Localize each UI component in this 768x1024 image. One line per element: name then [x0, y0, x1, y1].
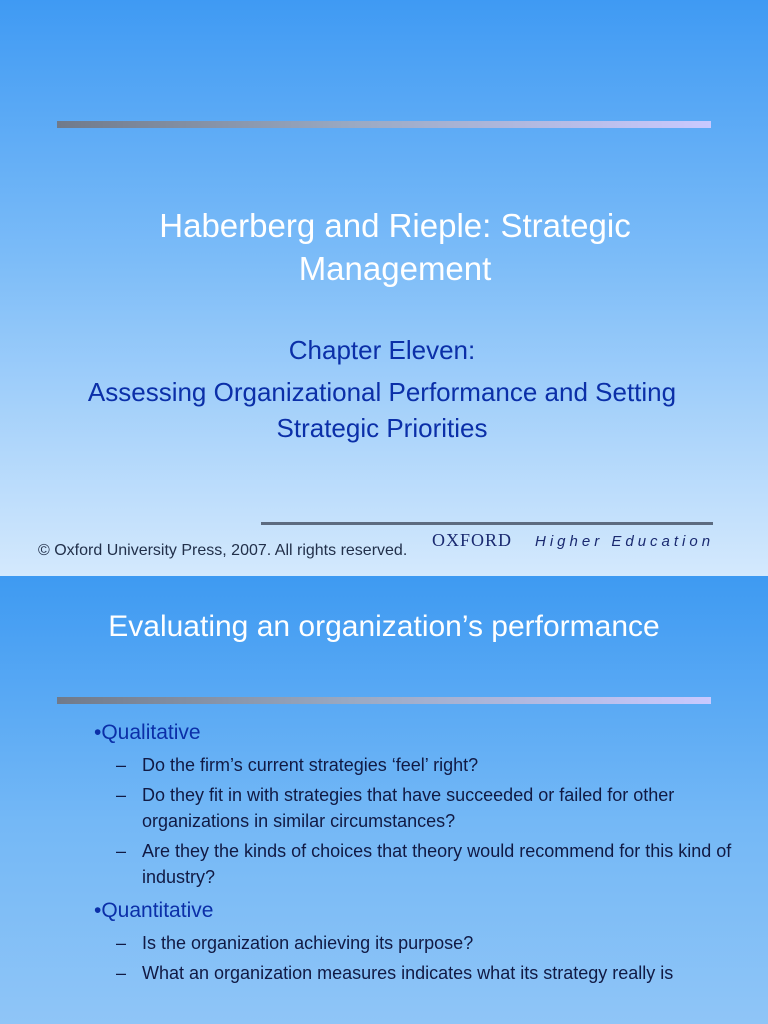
list-item-text: Are they the kinds of choices that theory would recommend for this kind of industry?	[142, 841, 732, 887]
higher-education-tagline: Higher Education	[535, 533, 715, 550]
list-item-text: Do the firm’s current strategies ‘feel’ right?	[142, 755, 479, 775]
list-item-text: Is the organization achieving its purpose?	[142, 933, 474, 953]
footer-divider	[261, 522, 713, 525]
dash-marker: –	[116, 755, 127, 775]
bullet-list	[94, 720, 734, 990]
header-divider	[57, 121, 711, 128]
list-item-text: What an organization measures indicates what its strategy really is	[142, 963, 674, 983]
bullet-quantitative: •Quantitative	[94, 899, 214, 922]
list-item	[94, 838, 734, 890]
dash-marker: –	[116, 963, 127, 983]
dash-marker: –	[116, 785, 127, 805]
list-item	[94, 930, 734, 956]
dash-marker: –	[116, 841, 127, 861]
content-slide-title: Evaluating an organization’s performance	[108, 610, 660, 643]
list-item	[94, 752, 734, 778]
title-divider	[57, 697, 711, 704]
list-item	[94, 960, 734, 986]
chapter-heading: Chapter Eleven:	[288, 335, 476, 365]
bullet-qualitative: •Qualitative	[94, 721, 201, 744]
oxford-logo: OXFORD	[432, 530, 513, 550]
slide-title: Haberberg and Rieple: Strategic Management	[159, 207, 631, 287]
chapter-subtitle: Assessing Organizational Performance and Setting Strategic Priorities	[87, 377, 677, 443]
dash-marker: –	[116, 933, 127, 953]
list-item	[94, 782, 734, 834]
copyright-notice: © Oxford University Press, 2007. All rights reserved.	[38, 542, 408, 559]
list-item-text: Do they fit in with strategies that have succeeded or failed for other organizations in similar circumstances?	[142, 785, 675, 831]
